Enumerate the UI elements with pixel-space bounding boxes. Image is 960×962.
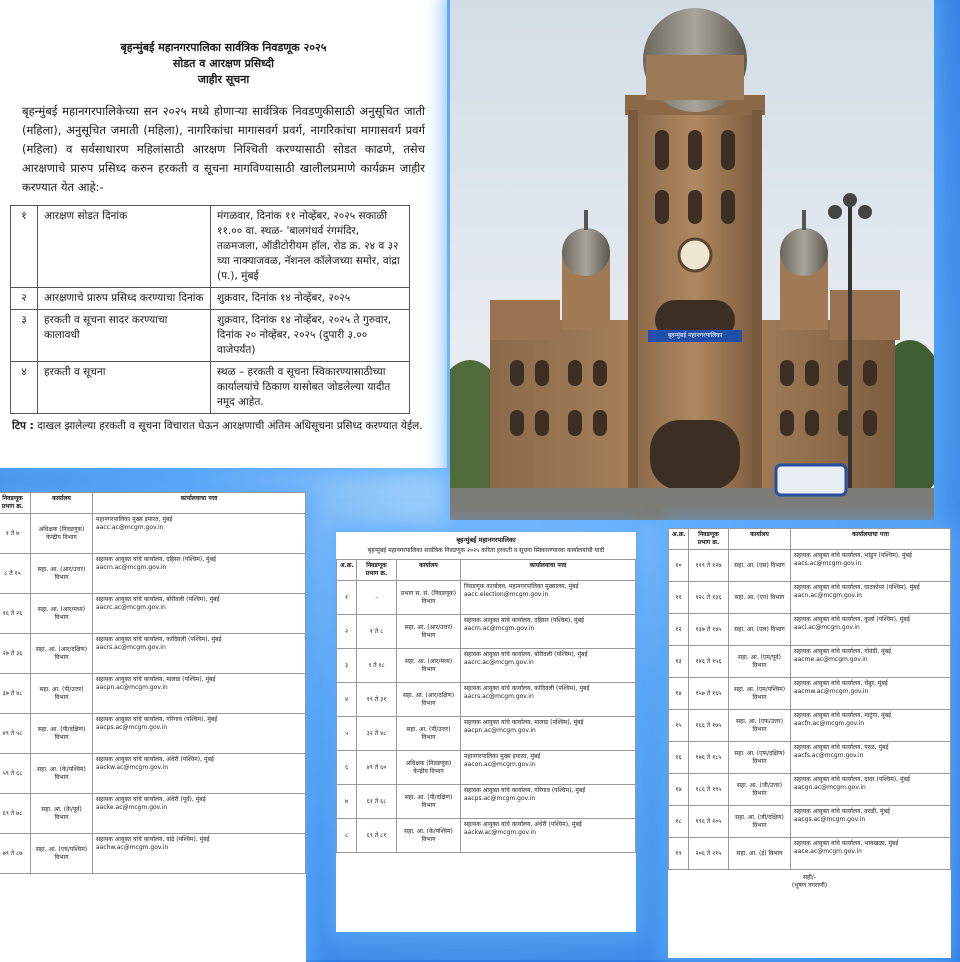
address-text: निवडणूक कार्यालय, महानगरपालिका मुख्यालय, मुंबई: [464, 583, 579, 590]
notice-title: बृहन्मुंबई महानगरपालिका सार्वत्रिक निवडणूक २०२५: [120, 41, 327, 54]
schedule-row: [11, 206, 410, 288]
ward-range: १३७ ते १४५: [689, 614, 729, 646]
schedule-row: [11, 288, 410, 310]
right-office-table: [668, 528, 951, 870]
col-header-office: कार्यालय: [729, 529, 791, 550]
address-text: सहायक आयुक्त यांचे कार्यालय, भांडुप (पश्चिम), मुंबई: [794, 552, 912, 559]
ward-range: १४६ ते १५६: [689, 646, 729, 678]
table-row: [669, 742, 951, 774]
office-address: [791, 678, 951, 710]
serial-number: १३: [669, 646, 689, 678]
office-address: [93, 674, 306, 714]
office-address: [791, 838, 951, 870]
table-row: [669, 710, 951, 742]
office-name: सहा. आ. (पी/दक्षिण) विभाग: [31, 714, 93, 754]
office-address: [461, 581, 636, 615]
office-name: सहा. आ. (आर/मध्य) विभाग: [397, 649, 461, 683]
email-link[interactable]: aacc.ac@mcgm.gov.in: [96, 524, 164, 531]
table-row: [0, 714, 306, 754]
col-header-address: कार्यालयाचा पत्ता: [461, 560, 636, 581]
office-address: [791, 806, 951, 838]
address-text: सहायक आयुक्त यांचे कार्यालय, माटुंगा, मुंबई: [794, 712, 892, 719]
office-address: [93, 714, 306, 754]
email-link[interactable]: aacrc.ac@mcgm.gov.in: [96, 604, 166, 611]
ward-range: १ ते ८: [357, 615, 397, 649]
serial-number: ११: [669, 582, 689, 614]
office-name: सहा. आ. (आर/मध्य) विभाग: [31, 594, 93, 634]
left-office-list: [0, 492, 306, 962]
serial-number: ८: [337, 819, 357, 853]
office-name: सहा. आ. (पी/उत्तर) विभाग: [397, 717, 461, 751]
office-name: सहा. आ. (आर/दक्षिण) विभाग: [397, 683, 461, 717]
office-address: [791, 742, 951, 774]
office-address: [791, 550, 951, 582]
address-text: महानगरपालिका मुख्य इमारत, मुंबई: [96, 516, 173, 523]
office-name: सहा. आ. (एल) विभाग: [729, 614, 791, 646]
email-link[interactable]: aacs.ac@mcgm.gov.in: [794, 560, 862, 567]
note-label: टिप :: [12, 420, 34, 432]
schedule-label: आरक्षणाचे प्रारुप प्रसिध्द करण्याचा दिनांक: [38, 288, 211, 310]
email-link[interactable]: aacme.ac@mcgm.gov.in: [794, 656, 868, 663]
ward-range: १८६ ते १९५: [689, 774, 729, 806]
office-name: अधिक्षक (निवडणूक) केन्द्रीय विभाग: [397, 751, 461, 785]
address-text: सहायक आयुक्त यांचे कार्यालय, दादर (पश्चिम), मुंबई: [794, 776, 910, 783]
ward-range: १५७ ते १६५: [689, 678, 729, 710]
schedule-number: १: [11, 206, 38, 288]
office-address: [791, 646, 951, 678]
office-name: सहा. आ. (के/पूर्व) विभाग: [31, 794, 93, 834]
email-link[interactable]: aachw.ac@mcgm.gov.in: [96, 844, 169, 851]
address-text: सहायक आयुक्त यांचे कार्यालय, गोवंडी, मुंबई: [794, 648, 892, 655]
ward-range: १ ते ७: [0, 514, 31, 554]
email-link[interactable]: aacl.ac@mcgm.gov.in: [794, 624, 860, 631]
address-text: सहायक आयुक्त यांचे कार्यालय, गोरेगाव (पश्चिम), मुंबई: [464, 787, 586, 794]
ward-range: -: [357, 581, 397, 615]
office-address: [791, 774, 951, 806]
left-office-table: [0, 492, 306, 874]
office-name: सहा. आ. (पी/दक्षिण) विभाग: [397, 785, 461, 819]
email-link[interactable]: aacrs.ac@mcgm.gov.in: [464, 693, 534, 700]
ward-range: ६१ ते ६८: [357, 785, 397, 819]
ward-range: ४९ ते ५८: [0, 714, 31, 754]
table-row: [337, 717, 636, 751]
signature-block: [668, 874, 951, 890]
office-name: सहा. आ. (पी/उत्तर) विभाग: [31, 674, 93, 714]
table-row: [669, 646, 951, 678]
serial-number: १९: [669, 838, 689, 870]
address-text: सहायक आयुक्त यांचे कार्यालय, दहिसर (पश्चिम), मुंबई: [464, 617, 584, 624]
office-address: [461, 717, 636, 751]
address-text: सहायक आयुक्त यांचे कार्यालय, कांदिवली (पश्चिम), मुंबई: [96, 636, 222, 643]
table-row: [0, 794, 306, 834]
office-name: अधिक्षक (निवडणूक) केन्द्रीय विभाग: [31, 514, 93, 554]
serial-number: २: [337, 615, 357, 649]
serial-number: १७: [669, 774, 689, 806]
serial-number: १८: [669, 806, 689, 838]
serial-number: ७: [337, 785, 357, 819]
schedule-value: शुक्रवार, दिनांक १४ नोव्हेंबर, २०२५: [211, 288, 410, 310]
address-text: सहायक आयुक्त यांचे कार्यालय, अंधेरी (पश्चिम), मुंबई: [96, 756, 214, 763]
email-link[interactable]: aacmw.ac@mcgm.gov.in: [794, 688, 869, 695]
table-row: [0, 754, 306, 794]
office-name: सहा. आ. (ई) विभाग: [729, 838, 791, 870]
office-name: सहा. आ. (जी/उत्तर) विभाग: [729, 774, 791, 806]
mid-office-table: [336, 559, 636, 853]
office-address: [461, 683, 636, 717]
office-address: [93, 594, 306, 634]
email-link[interactable]: aace.ac@mcgm.gov.in: [794, 848, 862, 855]
office-name: सहा. आ. (के/पश्चिम) विभाग: [397, 819, 461, 853]
office-name: सहा. आ. (एम/पूर्व) विभाग: [729, 646, 791, 678]
schedule-number: ४: [11, 362, 38, 414]
table-row: [0, 634, 306, 674]
table-row: [337, 581, 636, 615]
ward-range: ६९ ते ८१: [357, 819, 397, 853]
address-text: सहायक आयुक्त यांचे कार्यालय, वरळी, मुंबई: [794, 808, 890, 815]
table-row: [669, 550, 951, 582]
signature-line: सही/-: [803, 874, 816, 881]
address-text: सहायक आयुक्त यांचे कार्यालय, घाटकोपर (पश्चिम), मुंबई: [794, 584, 920, 591]
office-name: सहा. आ. (एफ/दक्षिण) विभाग: [729, 742, 791, 774]
email-link[interactable]: aacfn.ac@mcgm.gov.in: [794, 720, 865, 727]
email-link[interactable]: aacrc.ac@mcgm.gov.in: [464, 659, 534, 666]
col-header-wards: निवडणूक प्रभाग क्र.: [357, 560, 397, 581]
address-text: सहायक आयुक्त यांचे कार्यालय, गोरेगाव (पश्चिम), मुंबई: [96, 716, 218, 723]
address-text: सहायक आयुक्त यांचे कार्यालय, परळ, मुंबई: [794, 744, 889, 751]
office-name: सहा. आ. (एच/पश्चिम) विभाग: [31, 834, 93, 874]
ward-range: १९६ ते २०५: [689, 806, 729, 838]
ward-range: २०६ ते २१५: [689, 838, 729, 870]
ward-range: १२८ ते १३६: [689, 582, 729, 614]
table-row: [0, 674, 306, 714]
middle-office-list: [336, 532, 636, 932]
address-text: सहायक आयुक्त यांचे कार्यालय, भायखळा, मुंबई: [794, 840, 899, 847]
email-link[interactable]: aacn.ac@mcgm.gov.in: [794, 592, 862, 599]
mid-heading: बृहन्मुंबई महानगरपालिका: [456, 536, 516, 544]
address-text: सहायक आयुक्त यांचे कार्यालय, कांदिवली (पश्चिम), मुंबई: [464, 685, 590, 692]
schedule-value: स्थळ – हरकती व सूचना स्विकारण्यासाठीच्या कार्यालयांचे ठिकाण यासोबत जोडलेल्या यादीत नमूद आहेत.: [211, 362, 410, 414]
col-header-office: कार्यालय: [397, 560, 461, 581]
col-header-office: कार्यालय: [31, 493, 93, 514]
office-address: [461, 751, 636, 785]
email-link[interactable]: aacc.election@mcgm.gov.in: [464, 591, 549, 598]
schedule-number: ३: [11, 310, 38, 362]
email-link[interactable]: aacgs.ac@mcgm.gov.in: [794, 816, 866, 823]
office-address: [461, 819, 636, 853]
col-header-serial: अ.क्र.: [669, 529, 689, 550]
address-text: सहायक आयुक्त यांचे कार्यालय, चेंबूर, मुंबई: [794, 680, 888, 687]
col-header-serial: अ.क्र.: [337, 560, 357, 581]
ward-range: ११९ ते १२७: [689, 550, 729, 582]
ward-range: १६ ते २६: [0, 594, 31, 634]
email-link[interactable]: aacfs.ac@mcgm.gov.in: [794, 752, 864, 759]
table-row: [0, 514, 306, 554]
address-text: महानगरपालिका मुख्य इमारत, मुंबई: [464, 753, 541, 760]
table-row: [0, 554, 306, 594]
schedule-label: हरकती व सूचना: [38, 362, 211, 414]
schedule-row: [11, 362, 410, 414]
address-text: सहायक आयुक्त यांचे कार्यालय, दहिसर (पश्चिम), मुंबई: [96, 556, 216, 563]
email-link[interactable]: aackw.ac@mcgm.gov.in: [96, 764, 169, 771]
office-address: [93, 554, 306, 594]
col-header-wards: निवडणूक प्रभाग क्र.: [689, 529, 729, 550]
notice-note: [12, 418, 435, 434]
notice-heading: जाहीर सूचना: [197, 73, 250, 86]
office-name: सहा. आ. (एफ/उत्तर) विभाग: [729, 710, 791, 742]
email-link[interactable]: aacpn.ac@mcgm.gov.in: [464, 727, 536, 734]
right-office-list: [668, 528, 951, 958]
bmc-building-photo: [450, 0, 934, 520]
note-text: दाखल झालेल्या हरकती व सूचना विचारात घेऊन आरक्षणाची अंतिम अधिसूचना प्रसिध्द करण्यात येईल.: [37, 420, 423, 432]
notice-header: [0, 40, 447, 88]
schedule-value: शुक्रवार, दिनांक १४ नोव्हेंबर, २०२५ ते गुरुवार, दिनांक २० नोव्हेंबर, २०२५ (दुपारी ३.०० वाजेपर्यंत): [211, 310, 410, 362]
email-link[interactable]: aacgn.ac@mcgm.gov.in: [794, 784, 866, 791]
office-address: [461, 785, 636, 819]
office-name: सहा. आ. (एन) विभाग: [729, 582, 791, 614]
schedule-label: आरक्षण सोडत दिनांक: [38, 206, 211, 288]
serial-number: ५: [337, 717, 357, 751]
table-row: [337, 615, 636, 649]
ward-range: ५९ ते ६८: [0, 754, 31, 794]
public-notice-sheet: [0, 0, 447, 468]
office-address: [791, 614, 951, 646]
table-row: [669, 838, 951, 870]
schedule-row: [11, 310, 410, 362]
signatory-name: (भूषण गगराणी): [791, 882, 828, 889]
office-address: [93, 834, 306, 874]
table-row: [669, 614, 951, 646]
table-row: [669, 774, 951, 806]
address-text: सहायक आयुक्त यांचे कार्यालय, मालाड (पश्चिम), मुंबई: [464, 719, 584, 726]
ward-range: १६६ ते १७५: [689, 710, 729, 742]
building-illustration: [450, 0, 934, 520]
schedule-number: २: [11, 288, 38, 310]
table-row: [337, 785, 636, 819]
address-text: सहायक आयुक्त यांचे कार्यालय, अंधेरी (पूर्व), मुंबई: [96, 796, 206, 803]
ward-range: ८ ते १५: [0, 554, 31, 594]
ward-range: १९ ते ३१: [357, 683, 397, 717]
office-name: प्रभाग स. सं. (निवडणूक) विभाग: [397, 581, 461, 615]
address-text: सहायक आयुक्त यांचे कार्यालय, अंधेरी (पश्चिम), मुंबई: [464, 821, 582, 828]
notice-intro: बृहन्मुंबई महानगरपालिकेच्या सन २०२५ मध्ये होणाऱ्या सार्वत्रिक निवडणुकीसाठी अनुसूचित जाती (महिला), अनुसूचित जमाती (महिला), नागरिकांचा मागासवर्ग प्रवर्ग, नागरिकांचा मागासवर्ग प्रवर्ग (महिला) व सर्वसाधारण महिलांसाठी आरक्षण निश्चिती करण्यासाठी सोडत काढणे, तसेच आरक्षणाचे प्रारुप प्रसिध्द करुन हरकती व सूचना मागविण्यासाठी खालीलप्रमाणे कार्यक्रम जाहीर करण्यात येत आहे:-: [22, 104, 425, 194]
building-sign: बृहन्मुंबई महानगरपालिका: [667, 332, 723, 339]
ward-range: ७९ ते ८७: [0, 834, 31, 874]
notice-subtitle: सोडत व आरक्षण प्रसिध्दी: [173, 57, 274, 70]
office-address: [93, 634, 306, 674]
serial-number: ६: [337, 751, 357, 785]
table-row: [669, 806, 951, 838]
ward-range: ३७ ते ४८: [0, 674, 31, 714]
table-row: [0, 834, 306, 874]
table-row: [337, 683, 636, 717]
office-name: सहा. आ. (के/पश्चिम) विभाग: [31, 754, 93, 794]
table-row: [337, 649, 636, 683]
ward-range: ४९ ते ६०: [357, 751, 397, 785]
ward-range: २७ ते ३६: [0, 634, 31, 674]
ward-range: ३२ ते ४८: [357, 717, 397, 751]
serial-number: ४: [337, 683, 357, 717]
address-text: सहायक आयुक्त यांचे कार्यालय, बोरीवली (पश्चिम), मुंबई: [96, 596, 220, 603]
table-row: [337, 819, 636, 853]
serial-number: १५: [669, 710, 689, 742]
email-link[interactable]: aackw.ac@mcgm.gov.in: [464, 829, 537, 836]
office-name: सहा. आ. (एम/पश्चिम) विभाग: [729, 678, 791, 710]
table-row: [669, 678, 951, 710]
email-link[interactable]: aacps.ac@mcgm.gov.in: [464, 795, 536, 802]
office-address: [791, 582, 951, 614]
serial-number: १०: [669, 550, 689, 582]
table-row: [0, 594, 306, 634]
email-link[interactable]: aacpn.ac@mcgm.gov.in: [96, 684, 168, 691]
table-row: [337, 751, 636, 785]
table-row: [669, 582, 951, 614]
email-link[interactable]: aacke.ac@mcgm.gov.in: [96, 804, 168, 811]
col-header-address: कार्यालयाचा पत्ता: [791, 529, 951, 550]
office-address: [461, 649, 636, 683]
office-address: [93, 794, 306, 834]
serial-number: १६: [669, 742, 689, 774]
schedule-value: मंगळवार, दिनांक ११ नोव्हेंबर, २०२५ सकाळी ११.०० वा. स्थळ- 'बालगंधर्व रंगमंदिर, तळमजला, ऑडीटोरीयम हॉल, रोड क्र. २४ व ३२ च्या नाक्याजवळ, नॅशनल कॉलेजच्या समोर, वांद्रा (प.), मुंबई: [211, 206, 410, 288]
email-link[interactable]: aacrn.ac@mcgm.gov.in: [96, 564, 167, 571]
schedule-label: हरकती व सूचना सादर करण्याचा कालावधी: [38, 310, 211, 362]
col-header-address: कार्यालयाचा पत्ता: [93, 493, 306, 514]
ward-range: १७६ ते १८५: [689, 742, 729, 774]
serial-number: १: [337, 581, 357, 615]
email-link[interactable]: aacrs.ac@mcgm.gov.in: [96, 644, 166, 651]
address-text: सहायक आयुक्त यांचे कार्यालय, वांद्रे (पश्चिम), मुंबई: [96, 836, 210, 843]
office-name: सहा. आ. (जी/दक्षिण) विभाग: [729, 806, 791, 838]
office-address: [93, 514, 306, 554]
schedule-table: [10, 205, 410, 414]
serial-number: १४: [669, 678, 689, 710]
email-link[interactable]: aacon.ac@mcgm.gov.in: [464, 761, 536, 768]
office-name: सहा. आ. (आर/उत्तर) विभाग: [31, 554, 93, 594]
serial-number: १२: [669, 614, 689, 646]
office-address: [461, 615, 636, 649]
ward-range: ९ ते १८: [357, 649, 397, 683]
serial-number: ३: [337, 649, 357, 683]
email-link[interactable]: aacps.ac@mcgm.gov.in: [96, 724, 168, 731]
office-address: [791, 710, 951, 742]
ward-range: ६९ ते ७८: [0, 794, 31, 834]
col-header-wards: निवडणूक प्रभाग क्र.: [0, 493, 31, 514]
address-text: सहायक आयुक्त यांचे कार्यालय, बोरीवली (पश्चिम), मुंबई: [464, 651, 588, 658]
office-name: सहा. आ. (एस) विभाग: [729, 550, 791, 582]
email-link[interactable]: aacrn.ac@mcgm.gov.in: [464, 625, 535, 632]
mid-subheading: बृहन्मुंबई महानगरपालिका सार्वत्रिक निवडणूक २०२५ करिता हरकती व सूचना स्विकारण्याच्या कार्यालयांची यादी: [367, 547, 605, 554]
address-text: सहायक आयुक्त यांचे कार्यालय, मालाड (पश्चिम), मुंबई: [96, 676, 216, 683]
office-address: [93, 754, 306, 794]
office-name: सहा. आ. (आर/उत्तर) विभाग: [397, 615, 461, 649]
address-text: सहायक आयुक्त यांचे कार्यालय, कुर्ला (पश्चिम), मुंबई: [794, 616, 910, 623]
office-name: सहा. आ. (आर/दक्षिण) विभाग: [31, 634, 93, 674]
